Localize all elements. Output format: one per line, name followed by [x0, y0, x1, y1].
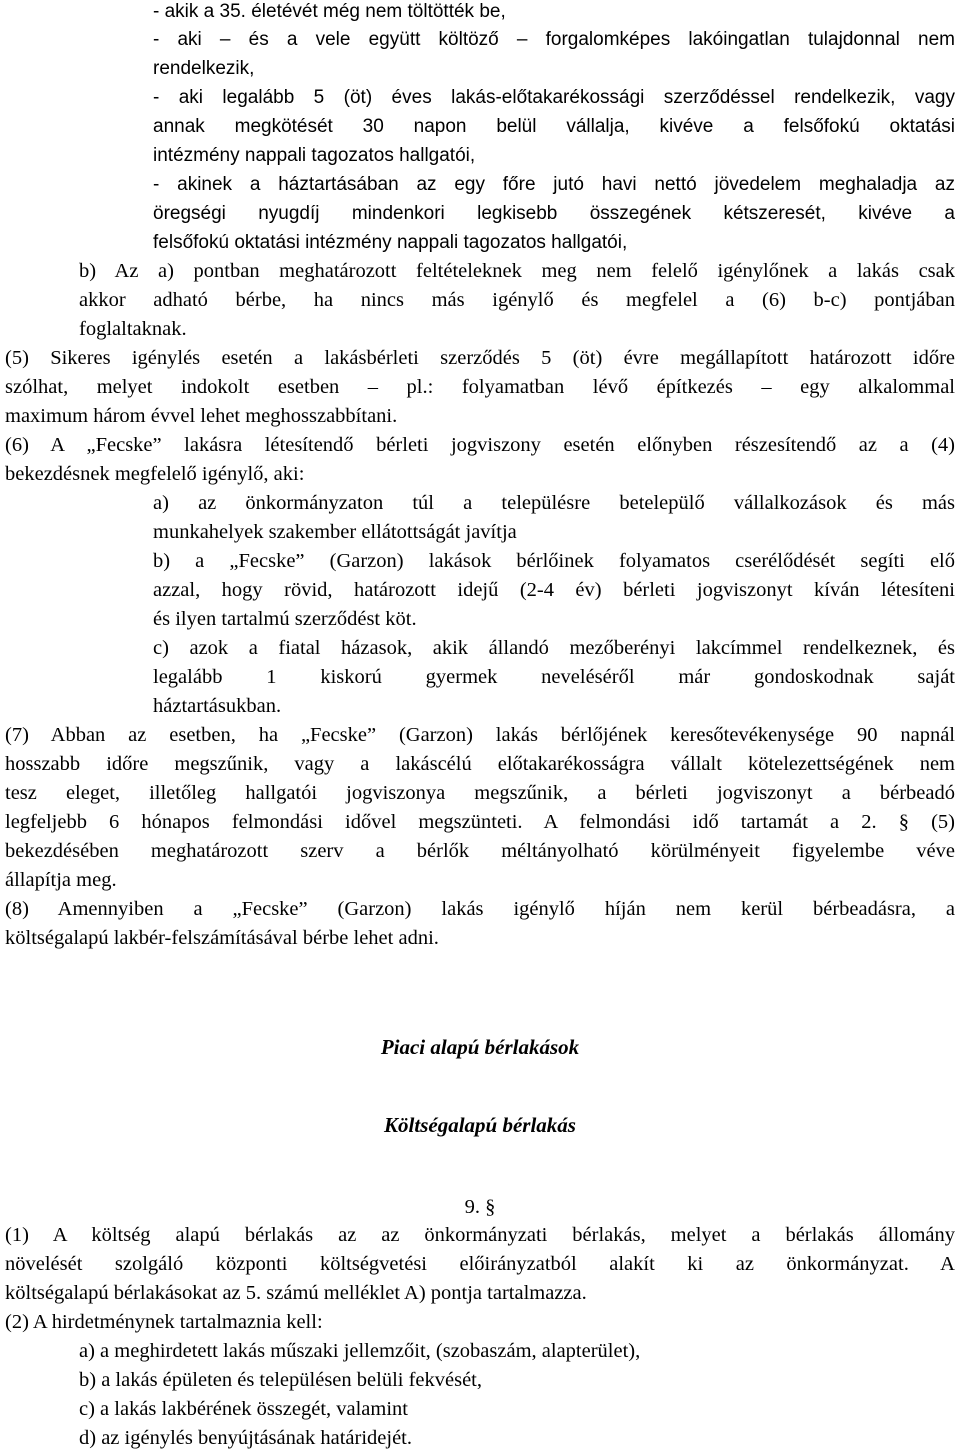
list-item-income: - akinek a háztartásában az egy főre jutó havi nettó jövedelem meghaladja az: [153, 174, 955, 195]
paragraph-6-point-b-cont2: és ilyen tartalmú szerződést köt.: [153, 608, 417, 630]
list-item-property-cont: rendelkezik,: [153, 58, 255, 79]
paragraph-8-cont: költségalapú lakbér-felszámításával bérbe lehet adni.: [5, 927, 439, 949]
paragraph-6-cont: bekezdésnek megfelelő igénylő, aki:: [5, 463, 305, 485]
paragraph-7-cont3: legfeljebb 6 hónapos felmondási idővel megszünteti. A felmondási idő tartamát a 2. § (5): [5, 811, 955, 833]
paragraph-7-cont4: bekezdésében meghatározott szerv a bérlők méltányolható körülményeit figyelembe véve: [5, 840, 955, 862]
paragraph-5: (5) Sikeres igénylés esetén a lakásbérleti szerződés 5 (öt) évre megállapított határozott időre: [5, 347, 955, 369]
list-item-income-cont1: öregségi nyugdíj mindenkori legkisebb összegének kétszeresét, kivéve a: [153, 203, 955, 224]
list-item-savings: - aki legalább 5 (öt) éves lakás-előtakarékossági szerződéssel rendelkezik, vagy: [153, 87, 955, 108]
section-9-paragraph-2: (2) A hirdetménynek tartalmaznia kell:: [5, 1311, 323, 1333]
list-item-property: - aki – és a vele együtt költöző – forgalomképes lakóingatlan tulajdonnal nem: [153, 29, 955, 50]
paragraph-7-cont5: állapítja meg.: [5, 869, 117, 891]
section-9-paragraph-1-cont1: növelését szolgáló központi költségvetési előirányzatból alakít ki az önkormányzat. A: [5, 1253, 955, 1275]
paragraph-7-cont2: tesz eleget, illetőleg hallgatói jogviszonya megszűnik, a bérleti jogviszonyt a bérbeadó: [5, 782, 955, 804]
paragraph-6-point-c-cont1: legalább 1 kiskorú gyermek neveléséről már gondoskodnak saját: [153, 666, 955, 688]
point-b-cont2: foglaltaknak.: [79, 318, 187, 340]
paragraph-6-point-c-cont2: háztartásukban.: [153, 695, 282, 717]
list-item-savings-cont1: annak megkötését 30 napon belül vállalja, kivéve a felsőfokú oktatási: [153, 116, 955, 137]
paragraph-7-cont1: hosszabb időre megszűnik, vagy a lakáscélú előtakarékosságra vállalt kötelezettségének nem: [5, 753, 955, 775]
heading-cost-based-rental: Költségalapú bérlakás: [384, 1113, 576, 1137]
paragraph-6-point-a: a) az önkormányzaton túl a településre betelepülő vállalkozások és más: [153, 492, 955, 514]
paragraph-6: (6) A „Fecske” lakásra létesítendő bérleti jogviszony esetén előnyben részesítendő az a (4): [5, 434, 955, 456]
paragraph-5-cont1: szólhat, melyet indokolt esetben – pl.: folyamatban lévő építkezés – egy alkalommal: [5, 376, 955, 398]
section-number: 9. §: [464, 1196, 496, 1218]
paragraph-8: (8) Amennyiben a „Fecske” (Garzon) lakás igénylő híján nem kerül bérbeadásra, a: [5, 898, 955, 920]
paragraph-7: (7) Abban az esetben, ha „Fecske” (Garzon) lakás bérlőjének keresőtevékenysége 90 napnál: [5, 724, 955, 746]
section-9-item-c: c) a lakás lakbérének összegét, valamint: [79, 1398, 408, 1420]
paragraph-6-point-a-cont: munkahelyek szakember ellátottságát javítja: [153, 521, 517, 543]
paragraph-6-point-b: b) a „Fecske” (Garzon) lakások bérlőinek folyamatos cserélődését segíti elő: [153, 550, 955, 572]
section-9-item-d: d) az igénylés benyújtásának határidejét.: [79, 1427, 412, 1449]
section-9-paragraph-1-cont2: költségalapú bérlakásokat az 5. számú melléklet A) pontja tartalmazza.: [5, 1282, 587, 1304]
paragraph-6-point-c: c) azok a fiatal házasok, akik állandó mezőberényi lakcímmel rendelkeznek, és: [153, 637, 955, 659]
list-item-income-cont2: felsőfokú oktatási intézmény nappali tagozatos hallgatói,: [153, 232, 628, 253]
section-9-paragraph-1: (1) A költség alapú bérlakás az az önkormányzati bérlakás, melyet a bérlakás állomány: [5, 1224, 955, 1246]
paragraph-6-point-b-cont1: azzal, hogy rövid, határozott idejű (2-4 év) bérleti jogviszonyt kíván létesíteni: [153, 579, 955, 601]
point-b-cont1: akkor adható bérbe, ha nincs más igénylő és megfelel a (6) b-c) pontjában: [79, 289, 955, 311]
section-9-item-a: a) a meghirdetett lakás műszaki jellemzőit, (szobaszám, alapterület),: [79, 1340, 641, 1362]
list-item-savings-cont2: intézmény nappali tagozatos hallgatói,: [153, 145, 476, 166]
paragraph-5-cont2: maximum három évvel lehet meghosszabbítani.: [5, 405, 398, 427]
list-item-age: - akik a 35. életévét még nem töltötték be,: [153, 1, 506, 22]
heading-market-rentals: Piaci alapú bérlakások: [380, 1035, 580, 1059]
point-b: b) Az a) pontban meghatározott feltételeknek meg nem felelő igénylőnek a lakás csak: [79, 260, 955, 282]
section-9-item-b: b) a lakás épületen és településen belüli fekvését,: [79, 1369, 483, 1391]
